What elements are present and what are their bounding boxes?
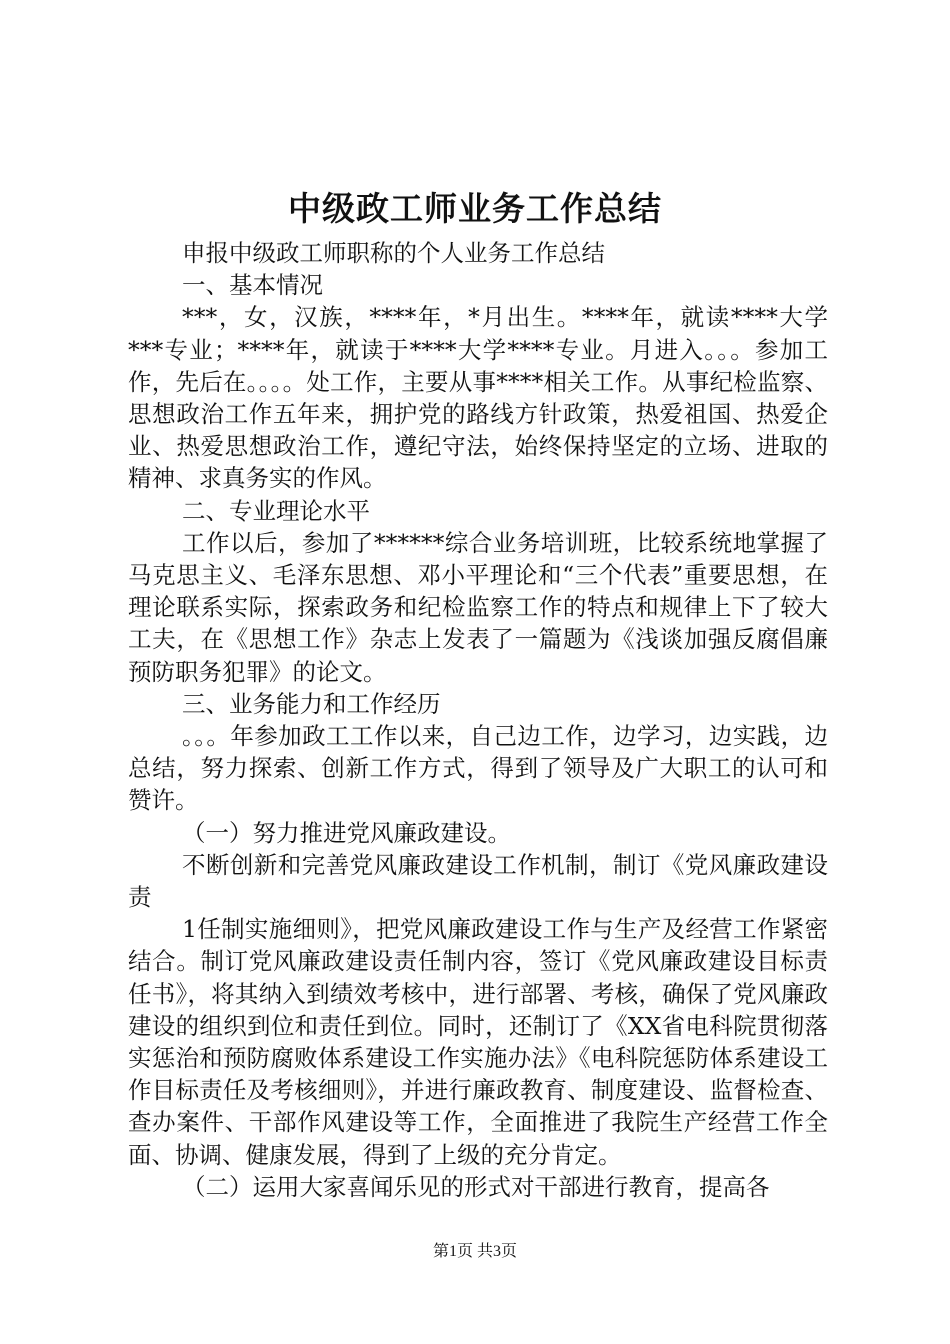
paragraph-ability: 。。。年参加政工工作以来，自己边工作，边学习，边实践，边总结，努力探索、创新工作方式，得到了领导及广大职工的认可和赞许。	[128, 722, 828, 815]
paragraph-theory: 工作以后，参加了******综合业务培训班，比较系统地掌握了马克思主义、毛泽东思想、邓小平理论和“三个代表”重要思想，在理论联系实际，探索政务和纪检监察工作的特点和规律上下了较大工夫，在《思想工作》杂志上发表了一篇题为《浅谈加强反腐倡廉预防职务犯罪》的论文。	[128, 528, 828, 686]
paragraph-subtitle: 申报中级政工师职称的个人业务工作总结	[182, 239, 606, 267]
paragraph-subsection-1-intro: 不断创新和完善党风廉政建设工作机制，制订《党风廉政建设责	[128, 850, 828, 912]
paragraph-basic-info: ***，女，汉族，****年，*月出生。****年，就读****大学***专业；****年，就读于****大学****专业。月进入。。。参加工作，先后在。。。。处工作，主要从事****相关工作。从事纪检监察、思想政治工作五年来，拥护党的路线方针政策，热爱祖国、热爱企业、热爱思想政治工作，遵纪守法，始终保持坚定的立场、进取的精神、求真务实的作风。	[128, 303, 828, 493]
subsection-heading-1: （一）努力推进党风廉政建设。	[182, 818, 512, 847]
paragraph-subsection-1-body: 1任制实施细则》，把党风廉政建设工作与生产及经营工作紧密结合。制订党风廉政建设责任制内容，签订《党风廉政建设目标责任书》，将其纳入到绩效考核中，进行部署、考核，确保了党风廉政建设的组织到位和责任到位。同时，还制订了《XX省电科院贯彻落实惩治和预防腐败体系建设工作实施办法》《电科院惩防体系建设工作目标责任及考核细则》，并进行廉政教育、制度建设、监督检查、查办案件、干部作风建设等工作，全面推进了我院生产经营工作全面、协调、健康发展，得到了上级的充分肯定。	[128, 915, 828, 1169]
document-title: 中级政工师业务工作总结	[288, 189, 662, 228]
document-body	[128, 237, 828, 1203]
section-heading-theory: 二、专业理论水平	[182, 496, 371, 525]
page-number-footer: 第1页 共3页	[432, 1243, 517, 1260]
section-heading-basic-info: 一、基本情况	[182, 271, 324, 300]
subsection-heading-2: （二）运用大家喜闻乐见的形式对干部进行教育，提高各	[182, 1172, 770, 1201]
section-heading-ability: 三、业务能力和工作经历	[182, 689, 441, 718]
